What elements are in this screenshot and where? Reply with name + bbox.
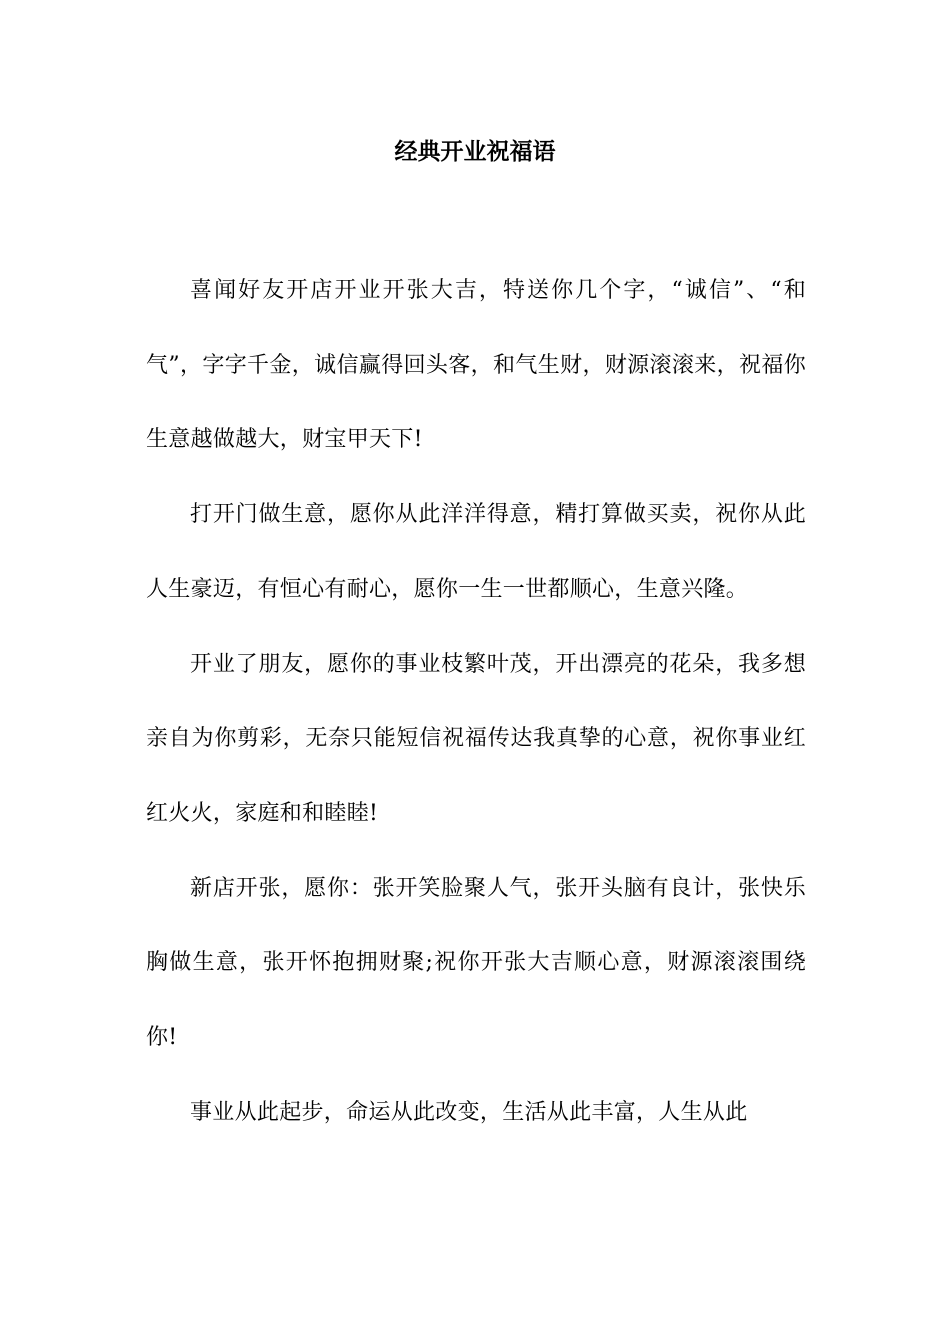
document-body xyxy=(146,254,806,1150)
paragraph: 新店开张，愿你：张开笑脸聚人气，张开头脑有良计，张快乐胸做生意，张开怀抱拥财聚;祝你开张大吉顺心意，财源滚滚围绕你! xyxy=(146,875,806,1051)
paragraph: 打开门做生意，愿你从此洋洋得意，精打算做买卖，祝你从此人生豪迈，有恒心有耐心，愿你一生一世都顺心，生意兴隆。 xyxy=(146,502,806,602)
paragraph: 开业了朋友，愿你的事业枝繁叶茂，开出漂亮的花朵，我多想亲自为你剪彩，无奈只能短信祝福传达我真挚的心意，祝你事业红红火火，家庭和和睦睦! xyxy=(146,651,806,826)
paragraph: 事业从此起步，命运从此改变，生活从此丰富，人生从此 xyxy=(190,1099,748,1125)
document-title: 经典开业祝福语 xyxy=(394,138,556,165)
paragraph: 喜闻好友开店开业开张大吉，特送你几个字，“诚信”、“和气”，字字千金，诚信赢得回头客，和气生财，财源滚滚来，祝福你生意越做越大，财宝甲天下! xyxy=(146,278,806,453)
